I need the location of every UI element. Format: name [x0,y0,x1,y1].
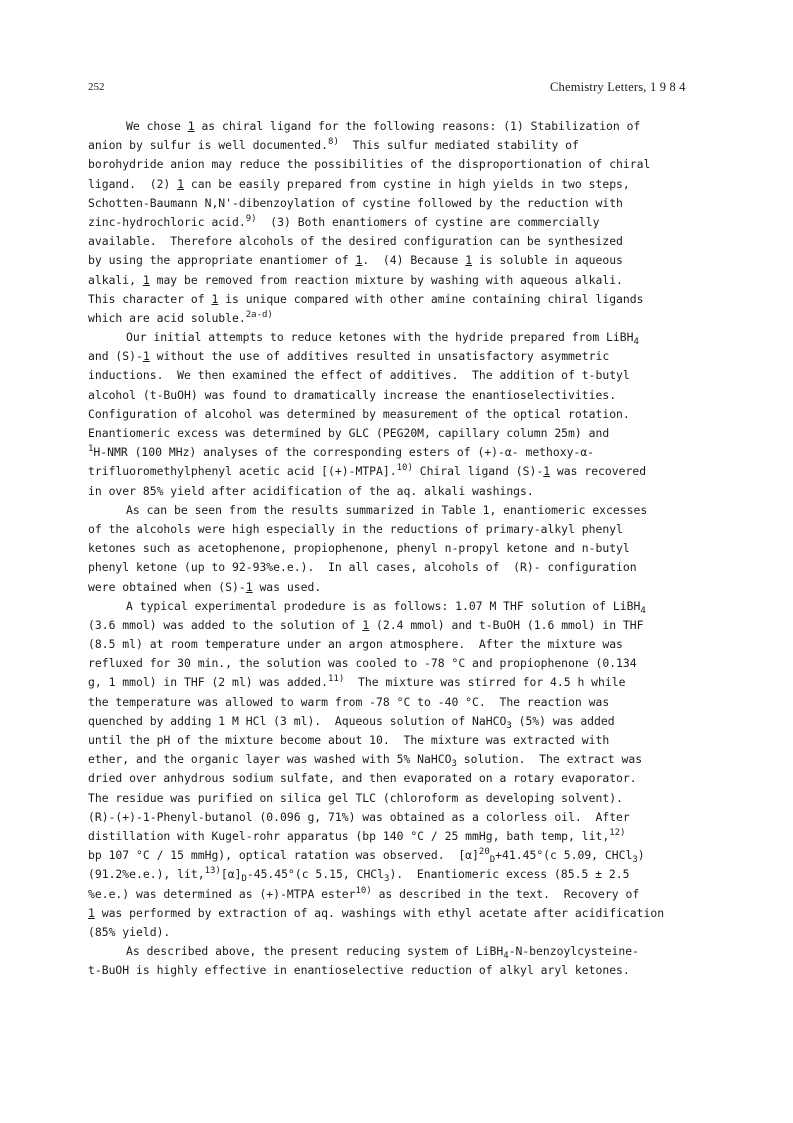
text-line: inductions. We then examined the effect of additives. The addition of t-butyl [88,368,630,383]
text-line: alkali, 1 may be removed from reaction mixture by washing with aqueous alkali. [88,272,623,287]
text-line: by using the appropriate enantiomer of 1. (4) Because 1 is soluble in aqueous [88,253,623,268]
text-line: (8.5 ml) at room temperature under an argon atmosphere. After the mixture was [88,637,623,652]
text-line: Configuration of alcohol was determined by measurement of the optical rotation. [88,406,630,421]
text-line: t-BuOH is highly effective in enantioselective reduction of alkyl aryl ketones. [88,963,630,978]
text-line: which are acid soluble.$^{2a-d)}$ [88,309,273,325]
body-text [88,117,738,980]
text-line: dried over anhydrous sodium sulfate, and then evaporated on a rotary evaporator. [88,771,637,786]
text-line: %e.e.) was determined as (+)-MTPA ester$^{10)}$ as described in the text. Recovery of [88,885,640,901]
text-line: ligand. (2) 1 can be easily prepared from cystine in high yields in two steps, [88,176,630,191]
text-line: A typical experimental prodedure is as follows: 1.07 M THF solution of LiBH$_4$ [126,598,646,616]
text-line: in over 85% yield after acidification of the aq. alkali washings. [88,483,534,498]
text-line: This character of 1 is unique compared with other amine containing chiral ligands [88,291,644,306]
text-line: ether, and the organic layer was washed with 5% NaHCO$_3$ solution. The extract was [88,752,643,770]
text-line: phenyl ketone (up to 92-93%e.e.). In all cases, alcohols of (R)- configuration [88,560,637,575]
text-line: $^1$H-NMR (100 MHz) analyses of the corresponding esters of (+)-α- methoxy-α- [88,444,595,460]
text-line: until the pH of the mixture become about 10. The mixture was extracted with [88,733,610,747]
text-line: borohydride anion may reduce the possibilities of the disproportionation of chiral [88,157,651,172]
text-line: The residue was purified on silica gel TLC (chloroform as developing solvent). [88,790,623,805]
text-line: and (S)-1 without the use of additives resulted in unsatisfactory asymmetric [88,349,610,364]
text-line: We chose 1 as chiral ligand for the following reasons: (1) Stabilization of [126,119,641,133]
text-line: ketones such as acetophenone, propiophenone, phenyl n-propyl ketone and n-butyl [88,541,630,556]
text-line: (3.6 mmol) was added to the solution of 1 (2.4 mmol) and t-BuOH (1.6 mmol) in THF [88,617,644,632]
text-line: zinc-hydrochloric acid.$^{9)}$ (3) Both enantiomers of cystine are commercially [88,213,600,229]
text-line: g, 1 mmol) in THF (2 ml) was added.$^{11)}$ The mixture was stirred for 4.5 h while [88,674,626,690]
text-line: alcohol (t-BuOH) was found to dramatically increase the enantioselectivities. [88,387,617,402]
text-line: As can be seen from the results summarized in Table 1, enantiomeric excesses [126,502,648,517]
text-line: distillation with Kugel-rohr apparatus (bp 140 °C / 25 mmHg, bath temp, lit,$^{12)}$ [88,827,626,843]
text-line: bp 107 °C / 15 mmHg), optical ratation was observed. $[\alpha]^{20}_D+41.45^\circ(c$ 5.09, CHCl$_3$) [88,847,645,866]
text-line: of the alcohols were high especially in the reductions of primary-alkyl phenyl [88,521,623,536]
text-line: trifluoromethylphenyl acetic acid [(+)-MTPA].$^{10)}$ Chiral ligand (S)-1 was recovered [88,463,647,479]
text-line: (85% yield). [88,924,171,939]
text-line: the temperature was allowed to warm from -78 °C to -40 °C. The reaction was [88,694,610,709]
text-line: Schotten-Baumann N,N'-dibenzoylation of cystine followed by the reduction with [88,195,623,210]
text-line: 1 was performed by extraction of aq. washings with ethyl acetate after acidification [88,905,665,920]
text-line: anion by sulfur is well documented.$^{8)}$ This sulfur mediated stability of [88,137,579,153]
journal-header: Chemistry Letters, 1 9 8 4 [550,80,686,94]
text-line: (R)-(+)-1-Phenyl-butanol (0.096 g, 71%) was obtained as a colorless oil. After [88,809,630,824]
text-line: (91.2%e.e.), $lit,^{13)}[\alpha]_D-45.45^\circ(c$ 5.15, CHCl$_3$). Enantiomeric excess (85.5 ± 2.5 [88,866,630,885]
page-number: 252 [88,81,105,93]
text-line: Our initial attempts to reduce ketones with the hydride prepared from LiBH$_4$ [126,330,639,348]
text-line: available. Therefore alcohols of the desired configuration can be synthesized [88,234,623,249]
text-line: Enantiomeric excess was determined by GLC (PEG20M, capillary column 25m) and [88,426,610,440]
text-line: were obtained when (S)-1 was used. [88,579,322,594]
text-line: quenched by adding 1 M HCl (3 ml). Aqueous solution of NaHCO$_3$ (5%) was added [88,713,615,731]
text-line: refluxed for 30 min., the solution was cooled to -78 °C and propiophenone (0.134 [88,656,637,671]
text-line: As described above, the present reducing system of LiBH$_4$-N-benzoylcysteine- [126,944,639,962]
